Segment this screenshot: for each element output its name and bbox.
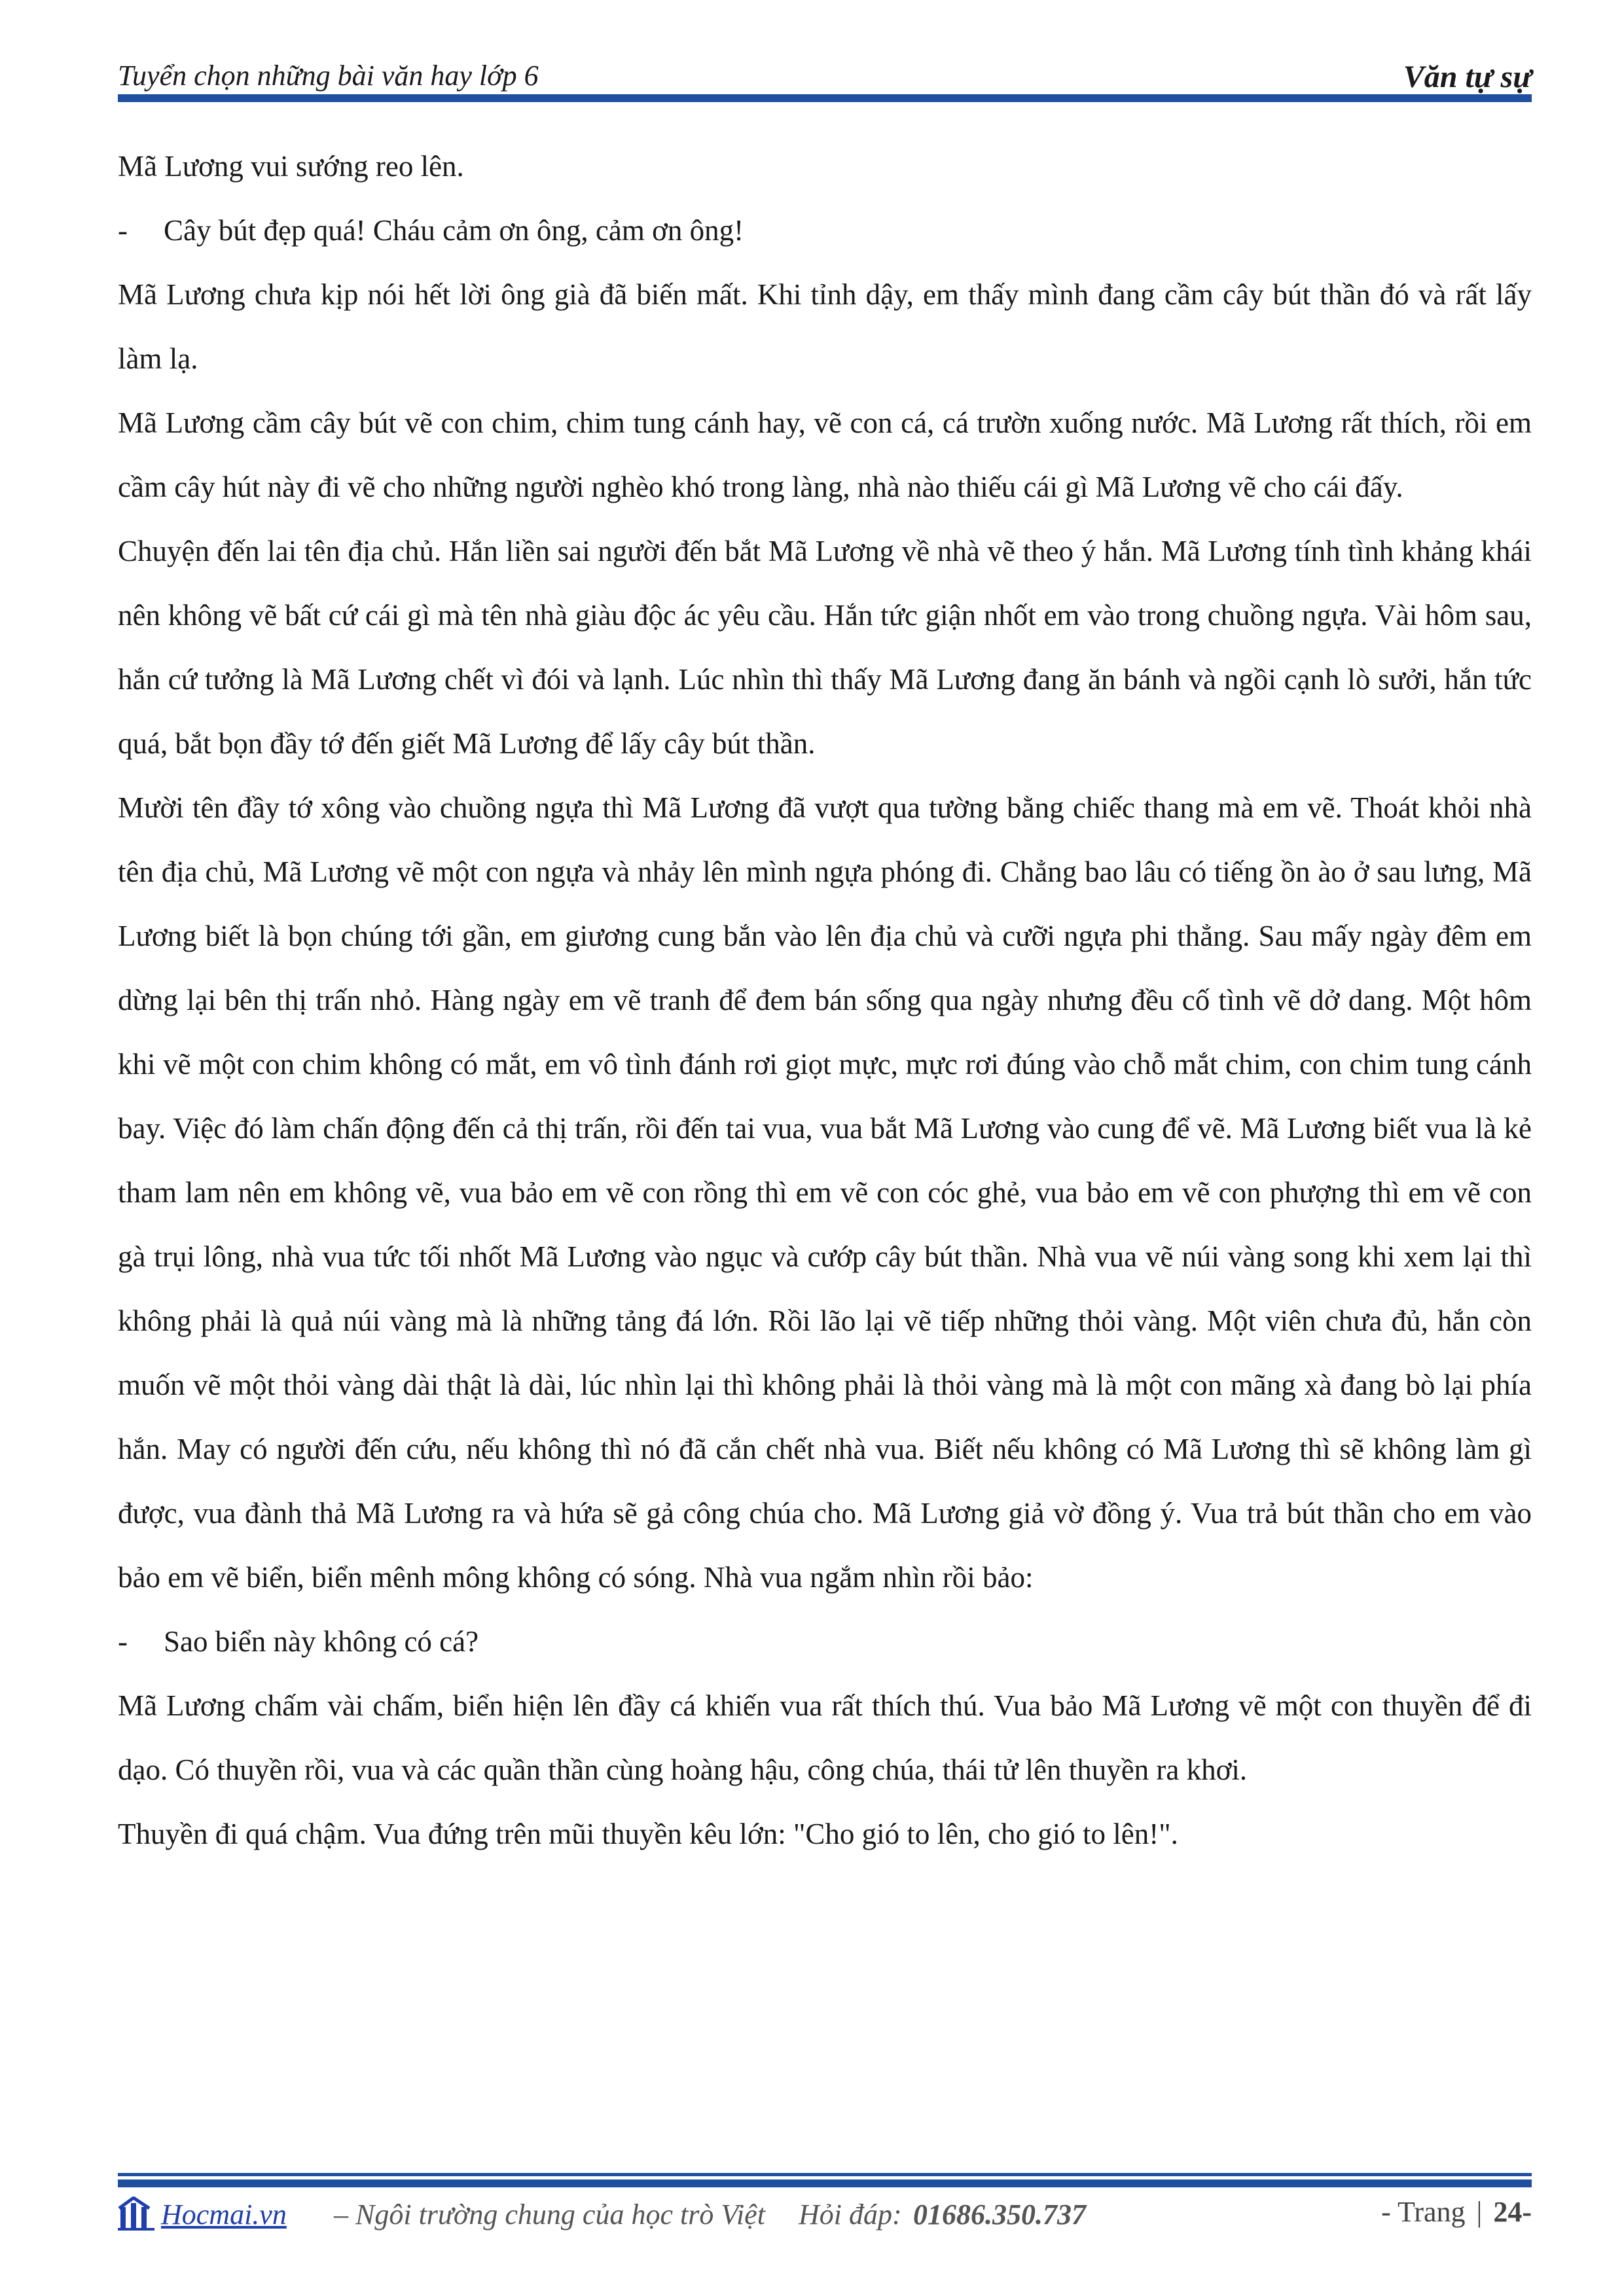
paragraph <box>118 1674 1532 1802</box>
footer-hotline-label: Hỏi đáp: <box>799 2198 902 2231</box>
paragraph-text: Mã Lương vui sướng reo lên. <box>118 150 464 183</box>
header-book-title: Tuyển chọn những bài văn hay lớp 6 <box>118 60 539 92</box>
header-divider <box>118 94 1532 102</box>
paragraph-text: Mã Lương chấm vài chấm, biển hiện lên đầy cá khiến vua rất thích thú. Vua bảo Mã Lương vẽ một con thuyền để đi dạo. Có thuyền rồi, vua và các quần thần cùng hoàng hậu, công chúa, thái tử lên thuyền ra khơi. <box>118 1689 1532 1786</box>
paragraph <box>118 519 1532 776</box>
hocmai-logo-icon <box>118 2197 156 2232</box>
paragraph-text: Thuyền đi quá chậm. Vua đứng trên mũi thuyền kêu lớn: "Cho gió to lên, cho gió to lên!". <box>118 1818 1178 1850</box>
footer-divider-thin <box>118 2173 1532 2176</box>
dialogue-line <box>118 1609 1532 1674</box>
footer-site-link[interactable]: Hocmai.vn <box>161 2198 287 2231</box>
paragraph-text: Cây bút đẹp quá! Cháu cảm ơn ông, cảm ơn ông! <box>164 214 744 247</box>
footer-page-indicator <box>1381 2195 1532 2229</box>
paragraph <box>118 134 1532 198</box>
paragraph <box>118 1802 1532 1866</box>
header-section-title: Văn tự sự <box>1403 60 1532 94</box>
document-body <box>118 134 1532 1866</box>
paragraph-text: Mười tên đầy tớ xông vào chuồng ngựa thì Mã Lương đã vượt qua tường bằng chiếc thang mà em vẽ. Thoát khỏi nhà tên địa chủ, Mã Lương vẽ một con ngựa và nhảy lên mình ngựa phóng đi. Chẳng bao lâu có tiếng ồn ào ở sau lưng, Mã Lương biết là bọn chúng tới gần, em giương cung bắn vào lên địa chủ và cưỡi ngựa phi thẳng. Sau mấy ngày đêm em dừng lại bên thị trấn nhỏ. Hàng ngày em vẽ tranh để đem bán sống qua ngày nhưng đều cố tình vẽ dở dang. Một hôm khi vẽ một con chim không có mắt, em vô tình đánh rơi giọt mực, mực rơi đúng vào chỗ mắt chim, con chim tung cánh bay. Việc đó làm chấn động đến cả thị trấn, rồi đến tai vua, vua bắt Mã Lương vào cung để vẽ. Mã Lương biết vua là kẻ tham lam nên em không vẽ, vua bảo em vẽ con rồng thì em vẽ con cóc ghẻ, vua bảo em vẽ con phượng thì em vẽ con gà trụi lông, nhà vua tức tối nhốt Mã Lương vào ngục và cướp cây bút thần. Nhà vua vẽ núi vàng song khi xem lại thì không phải là quả núi vàng mà là những tảng đá lớn. Rồi lão lại vẽ tiếp những thỏi vàng. Một viên chưa đủ, hắn còn muốn vẽ một thỏi vàng dài thật là dài, lúc nhìn lại thì không phải là thỏi vàng mà là một con mãng xà đang bò lại phía hắn. May có người đến cứu, nếu không thì nó đã cắn chết nhà vua. Biết nếu không có Mã Lương thì sẽ không làm gì được, vua đành thả Mã Lương ra và hứa sẽ gả công chúa cho. Mã Lương giả vờ đồng ý. Vua trả bút thần cho em vào bảo em vẽ biển, biển mênh mông không có sóng. Nhà vua ngắm nhìn rồi bảo: <box>118 791 1532 1594</box>
paragraph-text: Sao biển này không có cá? <box>164 1625 479 1658</box>
paragraph-text: Mã Lương chưa kịp nói hết lời ông già đã biến mất. Khi tỉnh dậy, em thấy mình đang cầm cây bút thần đó và rất lấy làm lạ. <box>118 278 1532 375</box>
paragraph <box>118 391 1532 519</box>
paragraph-text: Chuyện đến lai tên địa chủ. Hắn liền sai người đến bắt Mã Lương về nhà vẽ theo ý hắn. Mã Lương tính tình khảng khái nên không vẽ bất cứ cái gì mà tên nhà giàu độc ác yêu cầu. Hắn tức giận nhốt em vào trong chuồng ngựa. Vài hôm sau, hắn cứ tưởng là Mã Lương chết vì đói và lạnh. Lúc nhìn thì thấy Mã Lương đang ăn bánh và ngồi cạnh lò sưởi, hắn tức quá, bắt bọn đầy tớ đến giết Mã Lương để lấy cây bút thần. <box>118 535 1532 760</box>
page-footer <box>118 2193 1532 2245</box>
footer-page-label: - Trang <box>1381 2196 1466 2228</box>
dialogue-line <box>118 198 1532 262</box>
footer-slogan: – Ngôi trường chung của học trò Việt <box>334 2198 765 2231</box>
dialogue-dash: - <box>118 1625 128 1658</box>
footer-divider-thick <box>118 2179 1532 2187</box>
footer-page-number: 24- <box>1493 2196 1532 2228</box>
paragraph-text: Mã Lương cầm cây bút vẽ con chim, chim tung cánh hay, vẽ con cá, cá trườn xuống nước. Mã Lương rất thích, rồi em cầm cây hút này đi vẽ cho những người nghèo khó trong làng, nhà nào thiếu cái gì Mã Lương vẽ cho cái đấy. <box>118 406 1532 503</box>
paragraph <box>118 262 1532 391</box>
footer-hotline-number: 01686.350.737 <box>913 2198 1086 2231</box>
dialogue-dash: - <box>118 214 128 247</box>
paragraph <box>118 776 1532 1609</box>
footer-page-separator: | <box>1476 2196 1483 2228</box>
